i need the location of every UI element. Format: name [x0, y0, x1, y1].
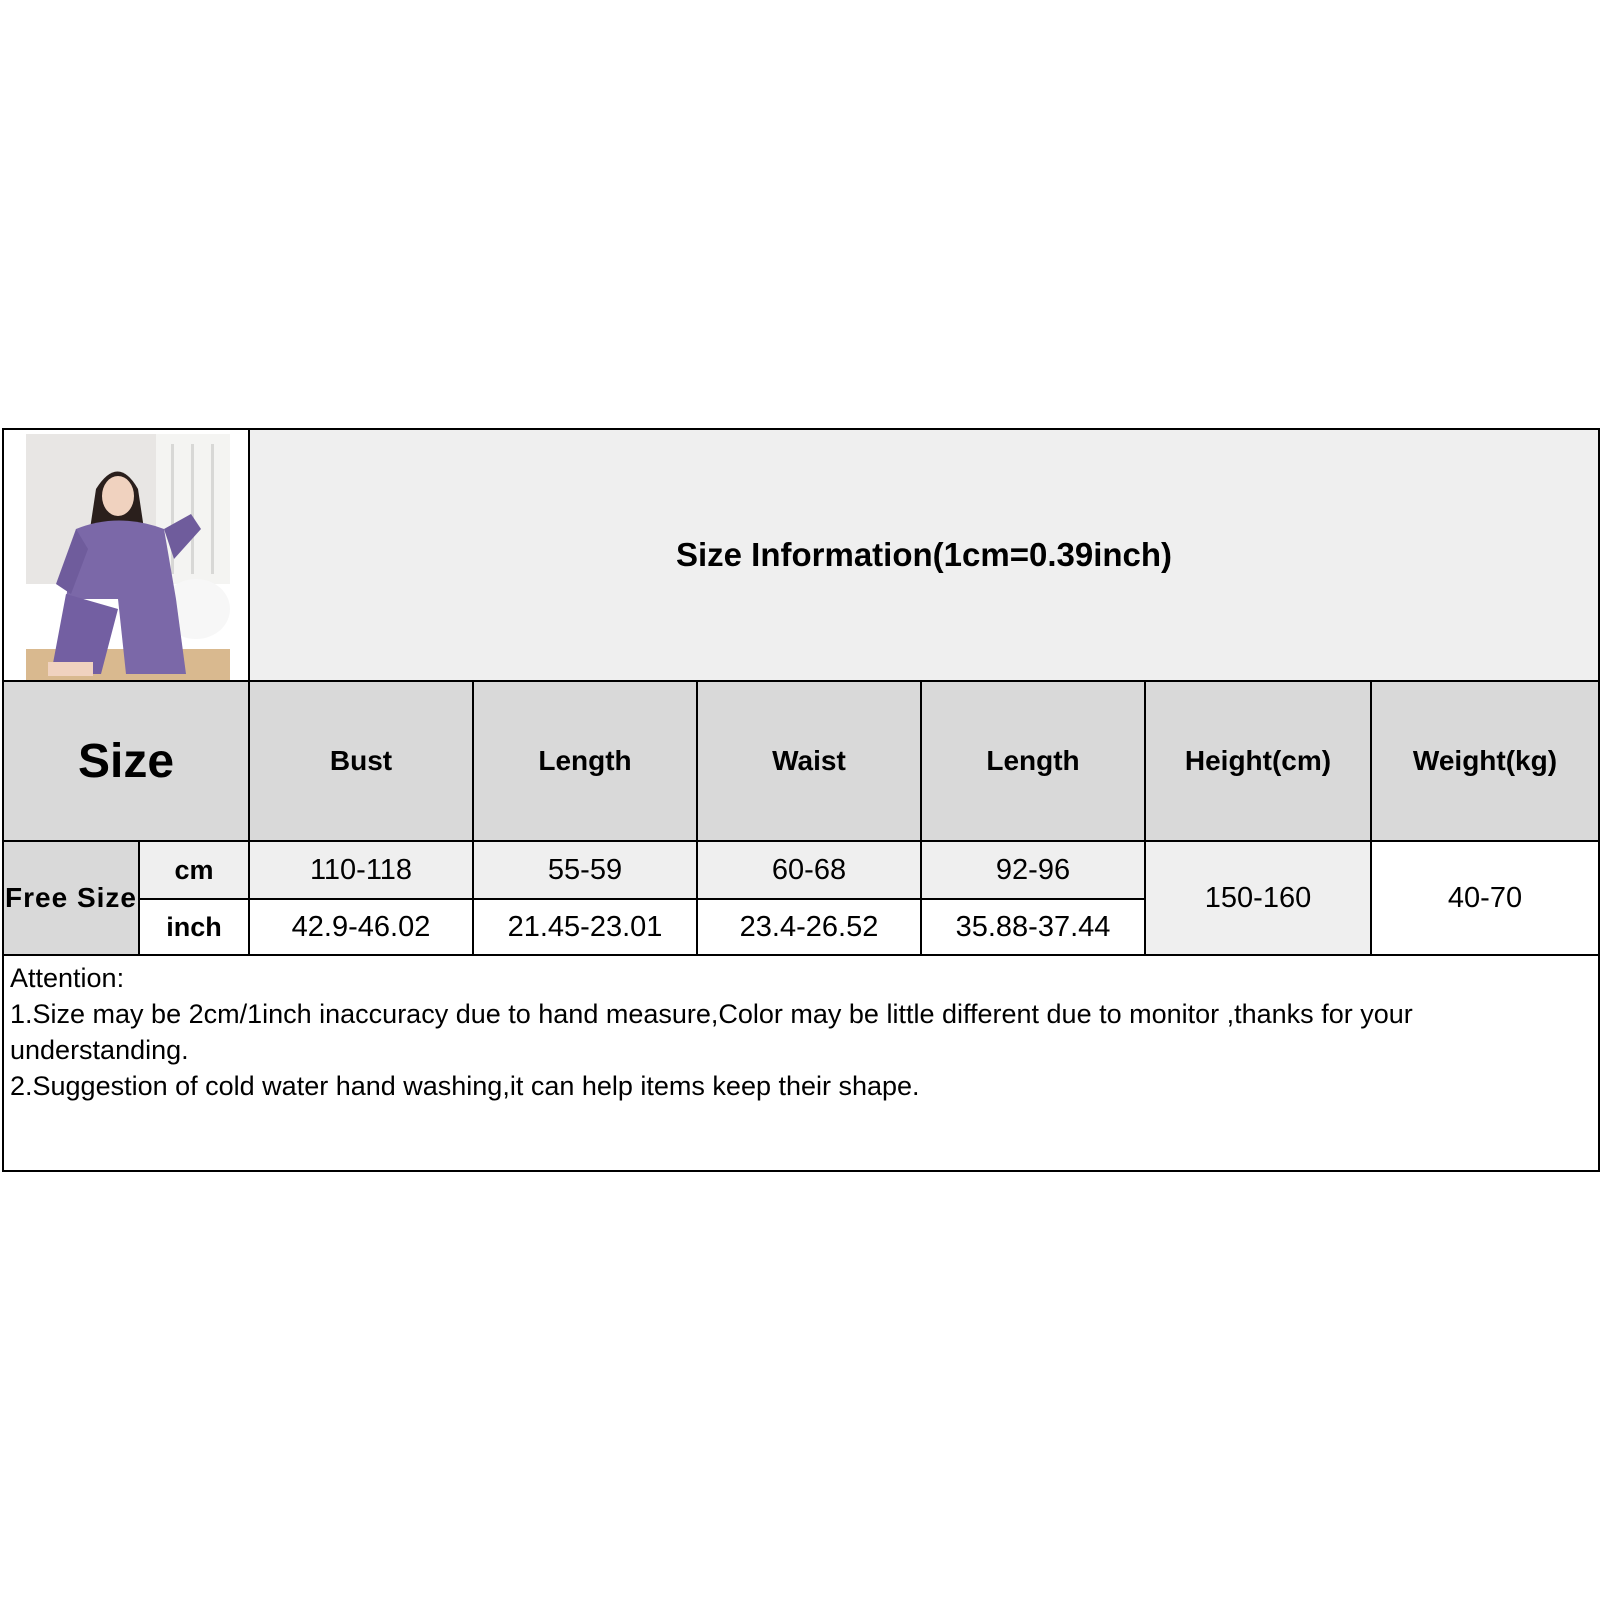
inch-pants-length-value: 35.88-37.44: [920, 898, 1146, 956]
column-header-waist: Waist: [696, 680, 922, 842]
column-header-weight: Weight(kg): [1370, 680, 1600, 842]
attention-notes: [2, 954, 1600, 1172]
unit-inch-label: inch: [138, 898, 250, 956]
note-line-1: 1.Size may be 2cm/1inch inaccuracy due to hand measure,Color may be little different due to monitor ,thanks for your understanding.: [10, 999, 1413, 1065]
cm-pants-length-value: 92-96: [920, 840, 1146, 900]
size-chart: [0, 428, 1600, 1172]
column-header-pants-length: Length: [920, 680, 1146, 842]
weight-value: 40-70: [1370, 840, 1600, 956]
column-header-length: Length: [472, 680, 698, 842]
column-header-height: Height(cm): [1144, 680, 1372, 842]
product-photo: [2, 428, 250, 682]
cm-bust-value: 110-118: [248, 840, 474, 900]
height-value: 150-160: [1144, 840, 1372, 956]
inch-waist-value: 23.4-26.52: [696, 898, 922, 956]
free-size-label: Free Size: [2, 840, 140, 956]
model-photo-icon: [26, 434, 230, 680]
cm-waist-value: 60-68: [696, 840, 922, 900]
inch-bust-value: 42.9-46.02: [248, 898, 474, 956]
note-line-2: 2.Suggestion of cold water hand washing,it can help items keep their shape.: [10, 1071, 920, 1101]
size-header: Size: [2, 680, 250, 842]
attention-heading: Attention:: [10, 963, 125, 993]
size-information-title: Size Information(1cm=0.39inch): [248, 428, 1600, 682]
cm-length-value: 55-59: [472, 840, 698, 900]
unit-cm-label: cm: [138, 840, 250, 900]
column-header-bust: Bust: [248, 680, 474, 842]
inch-length-value: 21.45-23.01: [472, 898, 698, 956]
